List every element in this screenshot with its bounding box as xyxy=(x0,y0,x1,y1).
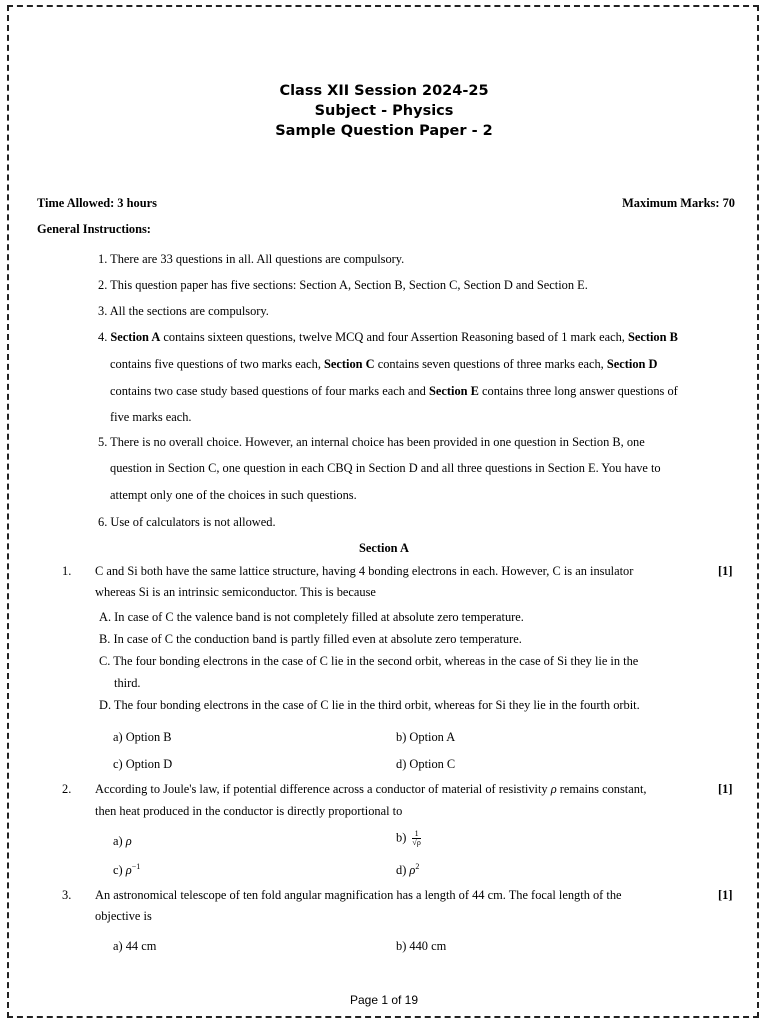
question-2-text-line-1 xyxy=(95,782,646,797)
option-a-label: a) xyxy=(113,834,126,848)
question-1-text-line-2: whereas Si is an intrinsic semiconductor. This is because xyxy=(95,585,376,599)
question-2-option-b[interactable] xyxy=(396,830,421,847)
general-instructions-heading: General Instructions: xyxy=(37,222,151,236)
option-c-label: c) xyxy=(113,863,126,878)
instruction-4-line-2 xyxy=(110,357,657,372)
question-2-number: 2. xyxy=(62,782,72,796)
header-subject: Subject - Physics xyxy=(314,103,454,119)
option-d-label: d) xyxy=(396,863,410,878)
question-2-marks: [1] xyxy=(718,782,733,796)
question-1-text-line-1: C and Si both have the same lattice structure, having 4 bonding electrons in each. However, C is an insulator xyxy=(95,564,634,578)
instruction-5-line-3: attempt only one of the choices in such questions. xyxy=(110,488,357,502)
instruction-4-number: 4. xyxy=(98,330,111,344)
one-over-root-rho-fraction xyxy=(412,830,420,847)
instruction-5-line-1: 5. There is no overall choice. However, an internal choice has been provided in one question in Section B, one xyxy=(98,435,645,449)
question-1-option-c[interactable]: c) Option D xyxy=(113,757,173,771)
question-3-text-line-2: objective is xyxy=(95,909,152,923)
instruction-4-line-3 xyxy=(110,384,678,399)
section-c-ref: Section C xyxy=(324,357,375,371)
question-1-statement-b: B. In case of C the conduction band is partly filled even at absolute zero temperature. xyxy=(99,632,522,646)
fraction-denominator: √ρ xyxy=(412,838,421,847)
option-c-exponent: −1 xyxy=(131,862,141,871)
instruction-4-text-4: contains two case study based questions of four marks each and xyxy=(110,384,429,398)
instruction-2: 2. This question paper has five sections: Section A, Section B, Section C, Section D and Section E. xyxy=(98,278,588,292)
question-1-option-b[interactable]: b) Option A xyxy=(396,730,456,744)
instruction-4-line-1 xyxy=(98,330,678,345)
instruction-4-text-5: contains three long answer questions of xyxy=(478,384,678,398)
question-1-statement-a: A. In case of C the valence band is not completely filled at absolute zero temperature. xyxy=(99,610,524,624)
option-d-rho: ρ xyxy=(409,863,416,878)
fraction-numerator: 1 xyxy=(412,830,420,839)
instruction-3: 3. All the sections are compulsory. xyxy=(98,304,269,318)
question-1-option-d[interactable]: d) Option C xyxy=(396,757,456,771)
instruction-4-text-3: contains seven questions of three marks each, xyxy=(374,357,607,371)
option-c-rho: ρ xyxy=(125,863,132,878)
header-class: Class XII Session 2024-25 xyxy=(279,83,489,99)
rho-symbol: ρ xyxy=(550,782,557,796)
instruction-1: 1. There are 33 questions in all. All questions are compulsory. xyxy=(98,252,405,266)
option-a-rho: ρ xyxy=(125,834,132,848)
instruction-4-text-2: contains five questions of two marks each, xyxy=(110,357,325,371)
question-1-statement-c-line-1: C. The four bonding electrons in the case of C lie in the second orbit, whereas in the case of Si they lie in the xyxy=(99,654,639,668)
question-2-text-part-1: According to Joule's law, if potential difference across a conductor of material of resistivity xyxy=(95,782,551,796)
question-3-option-a[interactable]: a) 44 cm xyxy=(113,939,157,953)
question-1-statement-c-line-2: third. xyxy=(114,676,141,690)
question-2-option-c[interactable] xyxy=(113,862,140,878)
instruction-4-text-1: contains sixteen questions, twelve MCQ and four Assertion Reasoning based of 1 mark each, xyxy=(160,330,628,344)
option-d-exponent: 2 xyxy=(415,862,420,871)
instruction-5-line-2: question in Section C, one question in each CBQ in Section D and all three questions in Section E. You have to xyxy=(110,461,661,475)
section-a-ref: Section A xyxy=(110,330,161,344)
question-3-option-b[interactable]: b) 440 cm xyxy=(396,939,447,953)
section-a-heading: Section A xyxy=(359,541,409,555)
section-b-ref: Section B xyxy=(627,330,678,344)
question-3-marks: [1] xyxy=(718,888,733,902)
question-1-option-a[interactable]: a) Option B xyxy=(113,730,172,744)
question-1-statement-d: D. The four bonding electrons in the case of C lie in the third orbit, whereas for Si they lie in the fourth orbit. xyxy=(99,698,640,712)
instruction-6: 6. Use of calculators is not allowed. xyxy=(98,515,276,529)
question-3-number: 3. xyxy=(62,888,72,902)
question-2-text-part-2: remains constant, xyxy=(556,782,647,796)
question-2-text-line-2: then heat produced in the conductor is directly proportional to xyxy=(95,804,403,818)
question-2-option-a[interactable] xyxy=(113,834,132,849)
page-number-footer: Page 1 of 19 xyxy=(349,993,419,1007)
instruction-4-line-4: five marks each. xyxy=(110,410,192,424)
section-e-ref: Section E xyxy=(428,384,479,398)
header-paper: Sample Question Paper - 2 xyxy=(275,123,493,139)
maximum-marks: Maximum Marks: 70 xyxy=(622,196,735,210)
section-d-ref: Section D xyxy=(606,357,658,371)
time-allowed: Time Allowed: 3 hours xyxy=(37,196,157,210)
question-3-text-line-1: An astronomical telescope of ten fold angular magnification has a length of 44 cm. The focal length of the xyxy=(95,888,622,902)
question-2-option-d[interactable] xyxy=(396,862,419,878)
question-1-number: 1. xyxy=(62,564,72,578)
question-1-marks: [1] xyxy=(718,564,733,578)
option-b-label: b) xyxy=(396,830,410,845)
